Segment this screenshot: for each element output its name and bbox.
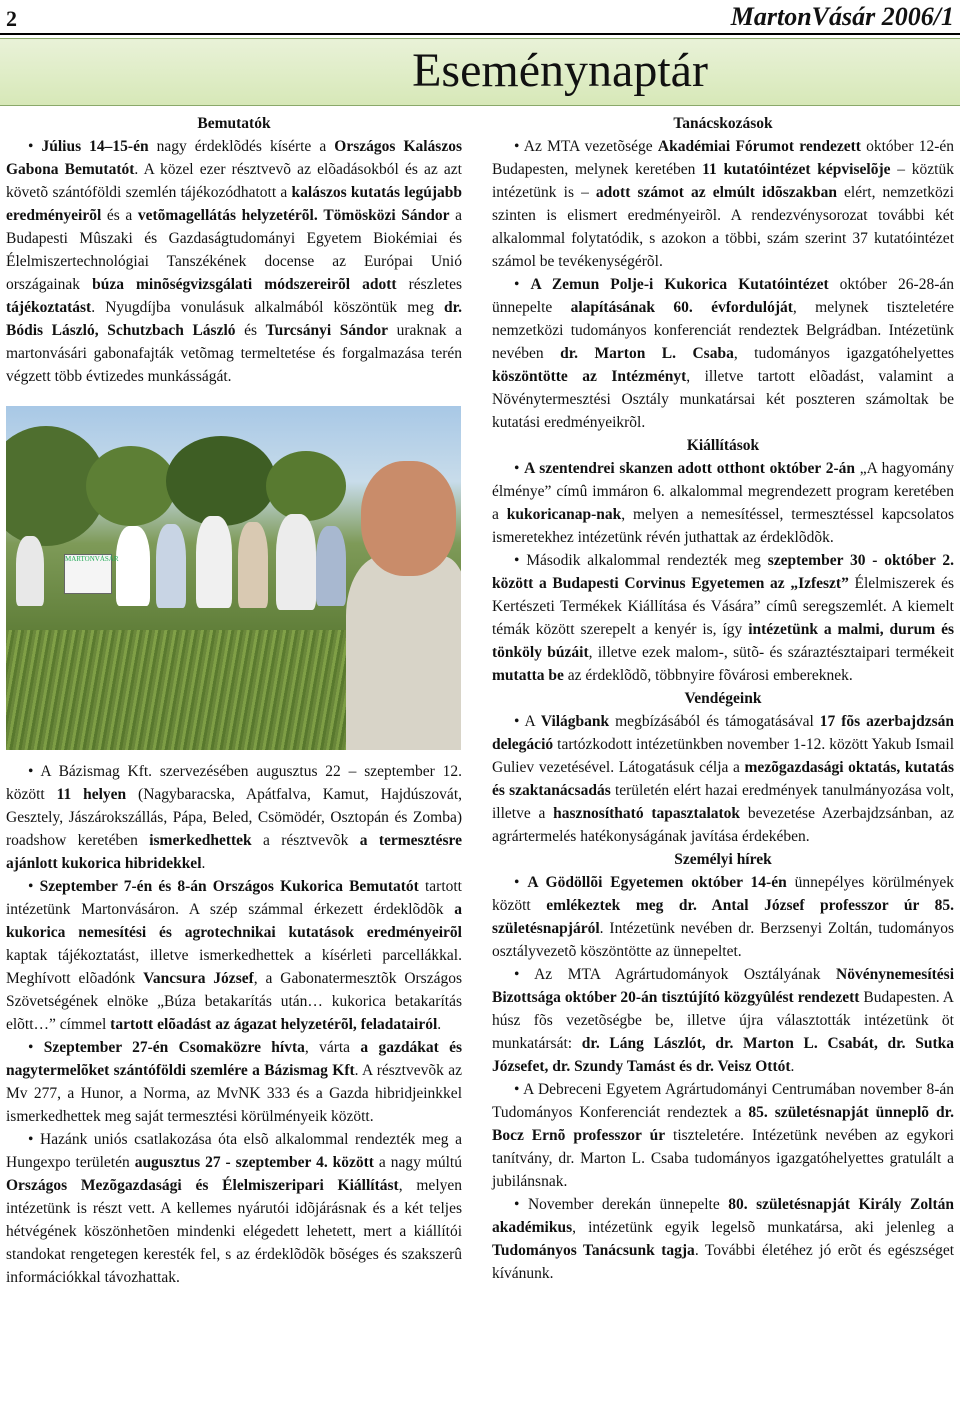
text-run: „A hagyomány élménye” címû immáron 6. alkalommal megrendezett program keretében a [492,460,954,523]
bold-run: tartott elõadást az ágazat helyzetérõl, feladatairól [110,1016,438,1033]
text-run: A [524,713,541,730]
text-run: . További életéhez jó erõt és egészséget kívánunk. [492,1242,955,1282]
bold-run: a kukorica nemesítési és agrotechnikai kutatások eredményeirõl [6,901,462,941]
bold-run: Szeptember 7-én és 8-án Országos Kukorica Bemutatót [39,878,419,895]
bold-run: mutatta be [492,667,564,684]
text-run: , intézetünk egyik legelsõ munkatársa, aki jelenleg a [572,1219,954,1236]
text-run: területén elért hazai eredmények tanulmányozása volt, illetve a [492,782,954,822]
bold-run: szeptember 30 - október 2. között a Budapesti Corvinus Egyetemen az „Izfeszt” [492,552,954,592]
section-heading-tanacskozasok: Tanácskozások [673,115,773,132]
text-run: . [437,1016,442,1033]
text-run: , melyen a nemesítéssel, termesztéssel kapcsolatos ismeretekhez intézetünk révén juthattak az érdeklõdõk. [492,506,954,546]
bold-run: intézetünk a malmi, durum és tönköly búzáit [492,621,955,661]
bold-run: 11 kutatóintézet képviselõje [702,161,891,178]
bold-run: ismerkedhettek [149,832,252,849]
text-run: részletes [396,276,463,293]
bold-run: adott számot az elmúlt idõszakban [595,184,837,201]
text-run: – köztük intézetünk is – [492,161,954,201]
bold-run: emlékeztek meg dr. Antal József professzor úr 85. születésnapjáról [492,897,954,937]
bold-run: kalászos kutatás legújabb eredményeirõl [6,184,462,224]
bold-run: vetõmagellátás helyzetérõl. [137,207,318,224]
header-rule [0,33,960,35]
text-run: uraknak a martonvásári gabonafajták vetõmag termeltetése és forgalmazása terén végzett több évtizedes munkásságát. [6,322,462,385]
article-paragraph [492,457,954,549]
text-run: . A közel ezer résztvevõ az elõadásokból és az azt követõ szántóföldi szemlén tájékozódhatott a [6,161,462,201]
text-run: , melynek tiszteletére nemzetközi tudományos konferenciát rendeztek Belgrádban. Intézetünk nevében [492,299,954,362]
article-paragraph [6,135,462,388]
bold-run: a gazdákat és nagytermelõket szántóföldi szemlére a Bázismag Kft [6,1039,462,1079]
text-run: , melyen intézetünk is részt vett. A kellemes nyárutói idõjárásnak és a két teljes hétvégének köszönhetõen mindenki elégedett lehetett, mert a kiállítói standokat rengetegen keresték fel, s az érdeklõdõk bõséges és szakszerû információkkal távozhattak. [6,1177,463,1286]
text-run: október 12-én Budapesten, melynek keretében [492,138,954,178]
bold-run: augusztus 27 - szeptember 4. között [134,1154,374,1171]
text-run: , illetve ezek malom-, sütõ- és száraztésztaipari termékeit [588,644,954,661]
article-paragraph [492,710,954,848]
text-run: a Budapesti Mûszaki és Gazdaságtudományi Egyetem Biokémiai és Élelmiszertechnológiai Tanszékének docense az Európai Unió országainak [6,207,462,293]
text-run: Az MTA Agrártudományok Osztályának [534,966,837,983]
bold-run: alapításának 60. évfordulóját [570,299,793,316]
text-run: . [201,855,206,872]
field-sign [64,554,119,594]
bold-run: Július 14–15-én [41,138,149,155]
text-run: Hazánk uniós csatlakozása óta elsõ alkalommal rendezték meg a Hungexpo területén [6,1131,462,1171]
text-run: , illetve tartott elõadást, valamint a Növénytermesztési Osztály munkatársai két poszteren számoltak be kutatási eredményeikrõl. [492,368,955,431]
text-run: , tudományos igazgatóhelyettes [733,345,954,362]
bold-run: A Gödöllõi Egyetemen október 14-én [527,874,787,891]
bold-run: 11 helyen [56,786,127,803]
bold-run: 85. születésnapját ünneplõ dr. Bocz Ernõ professzor úr [492,1104,954,1144]
text-run: . A résztvevõk az Mv 277, a Hunor, a Norma, az MvNK 333 és a Gazda hibridjeinkkel ismerkedhettek meg saját termesztési körülményeik között. [6,1062,462,1125]
banner-title: Eseménynaptár [412,44,708,97]
bold-run: Tömösközi Sándor [323,207,450,224]
section-heading-vendegeink: Vendégeink [684,690,762,707]
text-run: és [235,322,266,339]
article-paragraph [6,1036,462,1128]
text-run: . Intézetünk nevében dr. Berzsenyi Zoltán, tudományos osztályvezetõ köszöntötte az ünnepeltet. [492,920,954,960]
article-paragraph [492,273,954,434]
text-run: a nagy múltú [373,1154,462,1171]
bold-run: Csaba [692,345,734,362]
left-column [6,112,462,1289]
article-paragraph [492,963,954,1078]
bold-run: tájékoztatást [6,299,92,316]
text-run: tiszteletére. Intézetünk nevében az egykori tanítvány, dr. Marton L. Csaba tudományos igazgatóhelyettes gratulált a jubilánsnak. [492,1127,954,1190]
bold-run: a termesztésre ajánlott kukorica hibridekkel [6,832,462,872]
bold-run: A szentendrei skanzen adott otthont október 2-án [524,460,856,477]
text-run: . [790,1058,795,1075]
bold-run: Növénynemesítési Bizottsága október 20-án tisztújító közgyûlést rendezett [492,966,954,1006]
text-run: . Nyugdíjba vonulásuk alkalmából köszöntük meg [91,299,445,316]
right-column [492,112,954,1285]
section-heading-szemelyi-hirek: Személyi hírek [674,851,772,868]
bold-run: A Zemun Polje-i Kukorica Kutatóintézet [530,276,829,293]
bold-run: dr. Marton L. [560,345,676,362]
article-paragraph [492,871,954,963]
section-heading-bemutatok: Bemutatók [197,115,271,132]
text-run: ünnepélyes körülmények között [492,874,954,914]
text-run: Az MTA vezetõsége [523,138,658,155]
article-paragraph [492,135,954,273]
field-sign-text: MARTONVÁSÁR [65,555,119,563]
article-paragraph [492,1193,954,1285]
text-run: október 26-28-án ünnepelte [492,276,954,316]
bold-run: Világbank [540,713,610,730]
bold-run: Országos Mezõgazdasági és Élelmiszeripari Kiállítást [6,1177,399,1194]
bold-run: Akadémiai Fórumot rendezett [657,138,861,155]
bold-run: 80. születésnapját Király Zoltán akadémikus [492,1196,954,1236]
section-banner [0,38,960,106]
text-run: nagy érdeklõdés kísérte a [148,138,335,155]
text-run: , várta [304,1039,361,1056]
bold-run: 17 fõs azerbajdzsán delegáció [492,713,954,753]
bold-run: dr. Bódis László, Schutzbach László [6,299,462,339]
text-run: megbízásából és támogatásával [609,713,820,730]
text-run: , a Gabonatermesztõk Országos Szövetségének elnöke „Búza betakarítás után… kukorica betakarítás elõtt…” címmel [6,970,462,1033]
article-paragraph [492,1078,954,1193]
text-run: és a [101,207,138,224]
text-run: Élelmiszerek és Kertészeti Termékek Kiállítása és Vására” címû seregszemlét. A kiemelt témák között szerepelt a kenyér is, így [492,575,954,638]
article-paragraph [6,875,462,1036]
text-run: tartózkodott intézetünkben november 1-12. között Yakub Ismail Guliev vezetésével. Látogatásuk célja a [492,736,954,776]
text-run: A Debreceni Egyetem Agrártudományi Centrumában november 8-án Tudományos Konferenciát rendeztek a [492,1081,954,1121]
bold-run: Vancsura József [143,970,254,987]
text-run: kaptak tájékoztatást, illetve ismerkedhettek a kísérleti parcellákkal. Meghívott elõadónk [6,947,462,987]
bold-run: búza minõségvizsgálati módszereirõl adott [92,276,397,293]
bold-run: kukoricanap-nak [506,506,622,523]
text-run: Budapesten. A húsz fõs vezetõségbe be, illetve újra választották intézetünk öt munkatársát: [492,989,954,1052]
bold-run: Szeptember 27-én Csomaközre hívta [43,1039,305,1056]
article-paragraph [6,760,462,875]
bold-run: mezõgazdasági oktatás, kutatás és szaktanácsadás [492,759,954,799]
text-run: A Bázismag Kft. szervezésében augusztus 22 – szeptember 12. között [6,763,462,803]
text-run: Második alkalommal rendezték meg [526,552,768,569]
masthead: MartonVásár 2006/1 [730,2,954,31]
bold-run: dr. Láng Lászlót, dr. Marton L. Csabát, dr. Sutka Józsefet, dr. Szundy Tamást és dr. Veisz Ottót [492,1035,954,1075]
text-run: November derekán ünnepelte [527,1196,729,1213]
article-paragraph [6,1128,462,1289]
text-run: elért, nemzetközi szinten is elismert eredményeirõl. A rendezvénysorozat további két alkalommal folytatódik, s azokon a többi, szám szerint 37 kutatóintézet számol be tevékenységérõl. [492,184,954,270]
text-run: (Nagybaracska, Apátfalva, Kamut, Hajdúszovát, Gesztely, Jászárokszállás, Pápa, Beled, Csömödér, Osztopán és Zomba) roadshow keretében [6,786,462,849]
text-run [676,345,692,362]
page-number: 2 [6,6,17,31]
article-paragraph [492,549,954,687]
text-run: a résztvevõk [251,832,360,849]
section-heading-kiallitasok: Kiállítások [686,437,760,454]
bold-run: Tudományos Tanácsunk tagja [492,1242,695,1259]
bold-run: Országos Kalászos Gabona Bemutatót [6,138,462,178]
page-header [0,0,960,34]
bold-run: Turcsányi Sándor [265,322,388,339]
text-run: tartott intézetünk Martonvásáron. A szép számmal érkezett érdeklõdõk [6,878,462,918]
text-run: bevezetése Azerbajdzsánban, az agrártermelés hatékonyságának javítása érdekében. [492,805,954,845]
field-demo-photo [6,406,461,750]
bold-run: hasznosítható tapasztalatok [553,805,741,822]
text-run: az érdeklõdõ, többnyire fõvárosi embereknek. [563,667,853,684]
bold-run: köszöntötte az Intézményt [492,368,687,385]
